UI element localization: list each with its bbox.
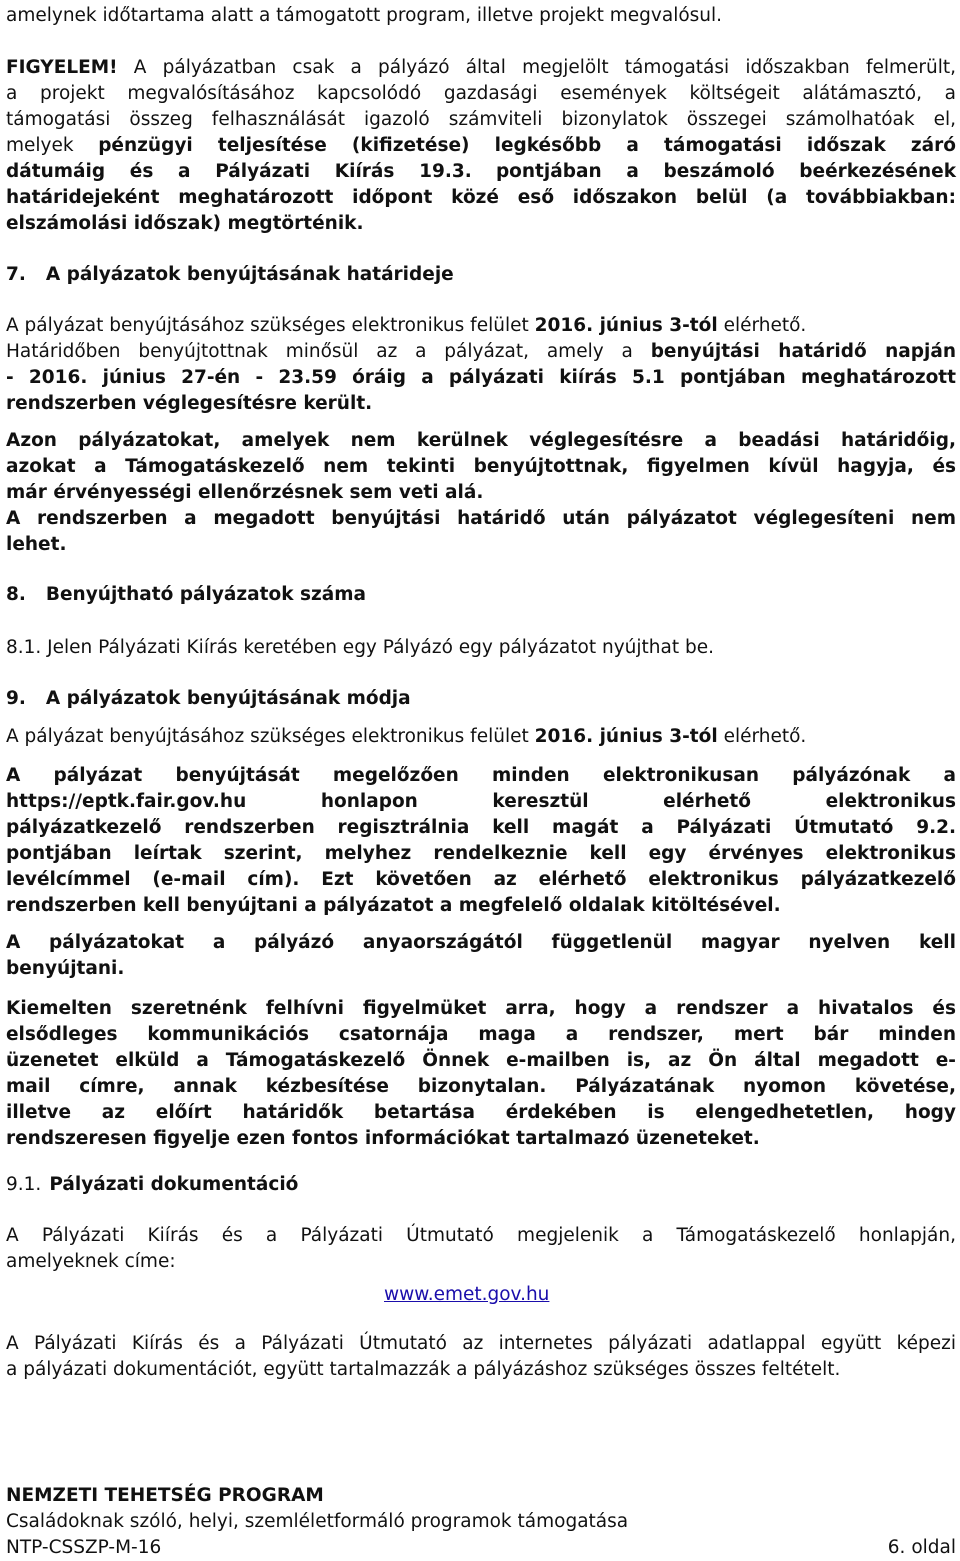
paragraph-line: Azon pályázatokat, amelyek nem kerülnek véglegesítésre a beadási határidőig, bbox=[6, 430, 956, 451]
paragraph-line: illetve az előírt határidők betartása érdekében is elengedhetetlen, hogy bbox=[6, 1102, 956, 1123]
paragraph-line: levélcímmel (e-mail cím). Ezt követően az elérhető elektronikus pályázatkezelő bbox=[6, 869, 956, 890]
warning-line: támogatási összeg felhasználását igazoló számviteli bizonylatok összegei számolhatóak el, bbox=[6, 109, 956, 130]
warning-label: FIGYELEM! bbox=[6, 57, 118, 78]
paragraph-line: A Pályázati Kiírás és a Pályázati Útmutató megjelenik a Támogatáskezelő honlapján, bbox=[6, 1225, 956, 1246]
paragraph-line: A Pályázati Kiírás és a Pályázati Útmutató az internetes pályázati adatlappal együtt képezi bbox=[6, 1333, 956, 1354]
warning-line: a projekt megvalósításához kapcsolódó gazdasági események költségeit alátámasztó, a bbox=[6, 83, 956, 104]
paragraph-line: Kiemelten szeretnénk felhívni figyelmüket arra, hogy a rendszer a hivatalos és bbox=[6, 998, 956, 1019]
warning-line: dátumáig és a Pályázati Kiírás 19.3. pontjában a beszámoló beérkezésének bbox=[6, 161, 956, 182]
paragraph-line: 8.1. Jelen Pályázati Kiírás keretében egy Pályázó egy pályázatot nyújthat be. bbox=[6, 637, 714, 658]
paragraph-line: pontjában leírtak szerint, melyhez rendelkeznie kell egy érvényes elektronikus bbox=[6, 843, 956, 864]
paragraph-line: A pályázat benyújtásához szükséges elektronikus felület 2016. június 3-tól elérhető. bbox=[6, 315, 807, 336]
paragraph-line: a pályázati dokumentációt, együtt tartalmazzák a pályázáshoz szükséges összes feltételt. bbox=[6, 1359, 841, 1380]
section-heading-9: 9. A pályázatok benyújtásának módja bbox=[6, 688, 411, 709]
warning-line: elszámolási időszak) megtörténik. bbox=[6, 213, 364, 234]
paragraph-line: A rendszerben a megadott benyújtási határidő után pályázatot véglegesíteni nem bbox=[6, 508, 956, 529]
section-heading-8: 8. Benyújtható pályázatok száma bbox=[6, 584, 366, 605]
paragraph-line: Határidőben benyújtottnak minősül az a pályázat, amely a benyújtási határidő napján bbox=[6, 341, 956, 362]
paragraph-line: üzenetet elküld a Támogatáskezelő Önnek e-mailben is, az Ön által megadott e- bbox=[6, 1050, 956, 1071]
paragraph-line: mail címre, annak kézbesítése bizonytalan. Pályázatának nyomon követése, bbox=[6, 1076, 956, 1097]
paragraph-line: már érvényességi ellenőrzésnek sem veti alá. bbox=[6, 482, 484, 503]
section-heading-9-1: 9.1. Pályázati dokumentáció bbox=[6, 1174, 299, 1195]
paragraph-line: elsődleges kommunikációs csatornája maga a rendszer, mert bár minden bbox=[6, 1024, 956, 1045]
paragraph-line: https://eptk.fair.gov.hu honlapon keresztül elérhető elektronikus bbox=[6, 791, 956, 812]
footer-subtitle: Családoknak szóló, helyi, szemléletformáló programok támogatása bbox=[6, 1511, 629, 1532]
paragraph-line: pályázatkezelő rendszerben regisztrálnia kell magát a Pályázati Útmutató 9.2. bbox=[6, 817, 956, 838]
paragraph-line: lehet. bbox=[6, 534, 67, 555]
paragraph-line: A pályázat benyújtásához szükséges elektronikus felület 2016. június 3-tól elérhető. bbox=[6, 726, 807, 747]
paragraph-line: azokat a Támogatáskezelő nem tekinti benyújtottnak, figyelmen kívül hagyja, és bbox=[6, 456, 956, 477]
paragraph-line: rendszeresen figyelje ezen fontos információkat tartalmazó üzeneteket. bbox=[6, 1128, 760, 1149]
paragraph-line: benyújtani. bbox=[6, 958, 125, 979]
website-link[interactable]: www.emet.gov.hu bbox=[384, 1284, 550, 1305]
paragraph-line: rendszerben véglegesítésre került. bbox=[6, 393, 373, 414]
warning-line: határidejeként meghatározott időpont közé eső időszakon belül (a továbbiakban: bbox=[6, 187, 956, 208]
paragraph-line: amelyeknek címe: bbox=[6, 1251, 176, 1272]
paragraph-line: - 2016. június 27-én - 23.59 óráig a pályázati kiírás 5.1 pontjában meghatározott bbox=[6, 367, 956, 388]
footer-code: NTP-CSSZP-M-16 bbox=[6, 1537, 162, 1558]
paragraph-line: rendszerben kell benyújtani a pályázatot a megfelelő oldalak kitöltésével. bbox=[6, 895, 781, 916]
section-heading-7: 7. A pályázatok benyújtásának határideje bbox=[6, 264, 454, 285]
page-number: 6. oldal bbox=[887, 1537, 956, 1558]
warning-line: melyek pénzügyi teljesítése (kifizetése) legkésőbb a támogatási időszak záró bbox=[6, 135, 957, 156]
footer-program: NEMZETI TEHETSÉG PROGRAM bbox=[6, 1485, 324, 1506]
paragraph-line: amelynek időtartama alatt a támogatott program, illetve projekt megvalósul. bbox=[6, 5, 723, 26]
paragraph-line: A pályázat benyújtását megelőzően minden elektronikusan pályázónak a bbox=[6, 765, 956, 786]
paragraph-line: A pályázatokat a pályázó anyaországától függetlenül magyar nyelven kell bbox=[6, 932, 956, 953]
warning-line: FIGYELEM! A pályázatban csak a pályázó által megjelölt támogatási időszakban felmerült, bbox=[6, 57, 956, 78]
